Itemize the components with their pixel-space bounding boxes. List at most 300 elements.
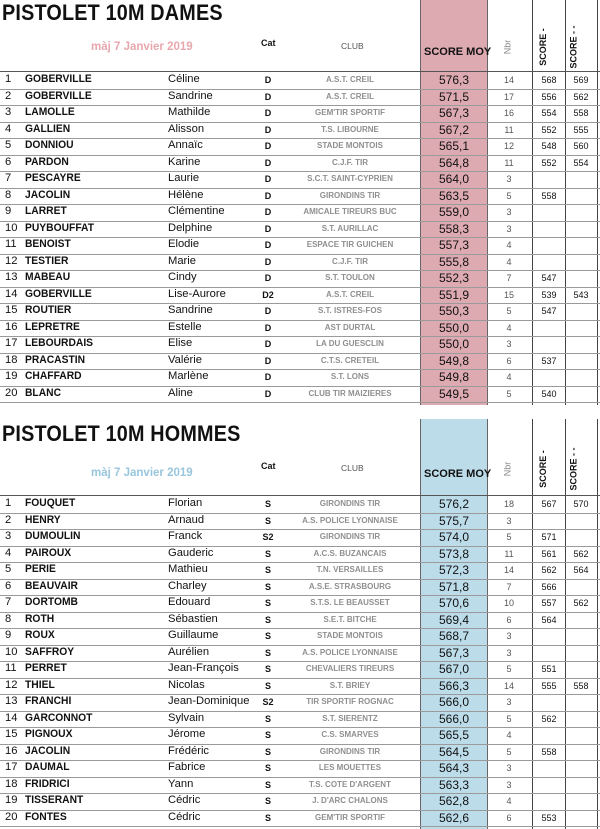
score-moy-cell: 566,0 [438,695,470,709]
last-name-cell: PRACASTIN [25,353,86,366]
score-moy-cell: 566,0 [438,711,470,726]
first-name-cell: Karine [168,155,201,168]
category-cell: S [264,763,271,773]
rank-cell: 4 [5,546,12,559]
update-date: màj 7 Janvier 2019 [91,41,193,53]
last-name-cell: LARRET [25,205,67,217]
first-name-cell: Cédric [168,794,201,806]
section-title: PISTOLET 10M HOMMES [2,421,241,446]
first-name-cell: Cindy [168,271,197,283]
score-moy-cell: 576,3 [438,73,470,87]
club-cell: S.T. BRIEY [329,680,371,690]
rank-cell: 7 [5,596,12,608]
category-cell: S [264,680,271,691]
category-cell: S [264,515,271,526]
score-moy-cell: 559,0 [438,205,470,219]
score-2-cell: 558 [573,680,589,691]
header-score-moy: SCORE MOY [424,468,492,480]
nbr-cell: 6 [506,614,512,625]
category-cell: S [264,779,271,790]
score-1-cell: 547 [541,273,557,283]
first-name-cell: Gauderic [168,546,214,559]
last-name-cell: PERRET [25,662,67,674]
table-row [0,221,600,239]
nbr-cell: 16 [503,108,514,118]
category-cell: D [264,207,272,217]
rank-cell: 2 [5,89,12,102]
table-row [0,369,600,387]
score-2-cell: 569 [573,75,589,85]
table-row [0,760,600,778]
last-name-cell: GALLIEN [25,122,71,135]
club-cell: T.N. VERSAILLES [316,565,384,574]
club-cell: S.T.S. LE BEAUSSET [310,598,390,607]
last-name-cell: LEBOURDAIS [25,337,94,349]
score-moy-cell: 555,8 [438,254,470,269]
last-name-cell: PAIROUX [25,546,72,559]
score-1-cell: 553 [541,812,557,823]
table-row [0,353,600,371]
first-name-cell: Mathilde [168,106,211,118]
rank-cell: 15 [5,728,18,740]
rank-cell: 11 [5,662,17,674]
club-cell: C.J.F. TIR [331,256,368,266]
nbr-cell: 17 [503,91,514,102]
score-1-cell: 561 [541,548,557,559]
score-moy-cell: 549,8 [438,353,470,368]
first-name-cell: Edouard [168,596,211,608]
last-name-cell: MABEAU [25,271,71,283]
category-cell: D [264,306,272,316]
rank-cell: 3 [5,530,12,542]
table-row [0,546,600,564]
rank-cell: 10 [5,645,18,658]
first-name-cell: Charley [168,579,207,592]
score-1-cell: 547 [541,306,557,316]
last-name-cell: ROUTIER [25,304,72,316]
nbr-cell: 6 [506,812,512,823]
nbr-cell: 5 [506,190,512,201]
first-name-cell: Mathieu [168,563,208,575]
score-moy-cell: 564,8 [438,155,470,170]
score-moy-cell: 557,3 [438,238,470,252]
table-row [0,386,600,404]
score-2-cell: 554 [573,157,589,168]
rank-cell: 8 [5,188,12,201]
club-cell: AST DURTAL [324,322,376,332]
rank-cell: 17 [5,337,18,349]
rank-cell: 20 [5,810,18,823]
last-name-cell: FRIDRICI [25,777,70,790]
rank-cell: 4 [5,122,12,135]
first-name-cell: Jérome [168,728,206,740]
score-moy-cell: 567,3 [438,645,470,660]
score-2-cell: 560 [573,141,589,151]
score-moy-cell: 569,4 [438,612,470,627]
score-moy-cell: 564,3 [438,761,470,775]
table-row [0,188,600,206]
club-cell: S.T. AURILLAC [321,223,379,233]
table-row [0,678,600,696]
category-cell: D [264,372,272,382]
score-moy-cell: 564,0 [438,172,470,186]
category-cell: D [264,273,272,283]
last-name-cell: DAUMAL [25,761,70,773]
nbr-cell: 4 [506,796,512,806]
table-row [0,595,600,613]
category-cell: D [264,339,272,349]
category-cell: S [264,548,271,559]
first-name-cell: Alisson [168,122,205,135]
category-cell: D2 [262,289,274,300]
category-cell: S [264,812,271,823]
score-moy-cell: 550,3 [438,304,470,318]
rank-cell: 6 [5,579,12,592]
score-2-cell: 562 [573,548,589,559]
category-cell: D [264,174,272,184]
score-2-cell: 570 [573,499,589,509]
table-row [0,237,600,255]
score-1-cell: 564 [541,614,557,625]
first-name-cell: Cédric [168,810,201,823]
nbr-cell: 3 [506,223,512,234]
last-name-cell: CHAFFARD [25,370,82,382]
last-name-cell: PUYBOUFFAT [25,221,94,234]
score-1-cell: 562 [541,565,557,575]
rank-cell: 5 [5,139,12,151]
rank-cell: 18 [5,777,18,790]
club-cell: S.T. ISTRES-FOS [317,306,382,315]
table-row [0,562,600,580]
table-row [0,320,600,338]
nbr-cell: 3 [506,515,512,526]
last-name-cell: LEPRETRE [25,320,80,333]
nbr-cell: 14 [503,565,514,575]
last-name-cell: TESTIER [25,254,69,267]
score-1-cell: 551 [541,664,557,674]
rank-cell: 19 [5,794,18,806]
section-hommes [0,419,600,829]
club-cell: A.S. POLICE LYONNAISE [302,515,398,525]
score-moy-cell: 571,8 [438,579,470,594]
first-name-cell: Franck [168,530,203,542]
last-name-cell: LAMOLLE [25,106,75,118]
score-1-cell: 556 [541,91,557,102]
last-name-cell: GOBERVILLE [25,89,92,102]
first-name-cell: Delphine [168,221,213,234]
score-moy-cell: 572,3 [438,563,470,577]
score-moy-cell: 567,0 [438,662,470,676]
score-moy-cell: 563,3 [438,777,470,792]
last-name-cell: FOUQUET [25,497,76,509]
nbr-cell: 3 [506,779,512,790]
last-name-cell: PERIE [25,563,56,575]
first-name-cell: Arnaud [168,513,205,526]
table-row [0,72,600,90]
nbr-cell: 7 [506,273,512,283]
club-cell: GIRONDINS TIR [319,532,381,541]
rank-cell: 1 [5,73,12,85]
club-cell: A.S. POLICE LYONNAISE [302,647,398,657]
last-name-cell: PARDON [25,155,69,168]
first-name-cell: Clémentine [168,205,225,217]
table-row [0,744,600,762]
last-name-cell: FRANCHI [25,695,72,707]
score-1-cell: 539 [541,289,557,300]
score-moy-cell: 567,3 [438,106,470,120]
category-cell: D [264,108,272,118]
club-cell: LA DU GUESCLIN [316,339,384,348]
nbr-cell: 3 [506,647,512,658]
first-name-cell: Valérie [168,353,202,366]
category-cell: S [264,796,271,806]
category-cell: D [264,91,272,102]
table-row [0,171,600,189]
table-row [0,529,600,547]
first-name-cell: Marie [168,254,196,267]
table-row [0,694,600,712]
rank-cell: 9 [5,205,12,217]
score-moy-cell: 567,2 [438,122,470,137]
club-cell: J. D'ARC CHALONS [312,796,388,805]
update-date: màj 7 Janvier 2019 [91,467,193,479]
score-1-cell: 537 [541,355,557,366]
score-1-cell: 555 [541,680,557,691]
header-nbr: Nbr [502,461,513,477]
table-row [0,661,600,679]
header-score-1: SCORE - [537,28,548,66]
club-cell: STADE MONTOIS [317,141,383,150]
last-name-cell: BENOIST [25,238,71,250]
table-row [0,303,600,321]
category-cell: D [264,157,272,168]
first-name-cell: Guillaume [168,629,219,641]
last-name-cell: PESCAYRE [25,172,81,184]
score-moy-cell: 552,3 [438,271,470,285]
last-name-cell: FONTES [25,810,67,823]
club-cell: GEM'TIR SPORTIF [315,812,385,822]
header-cat: Cat [261,461,276,471]
nbr-cell: 3 [506,763,512,773]
section-dames [0,0,600,410]
nbr-cell: 14 [503,680,514,691]
first-name-cell: Aurélien [168,645,210,658]
category-cell: S [264,664,271,674]
score-moy-cell: 568,7 [438,629,470,643]
table-row [0,810,600,828]
category-cell: D [264,75,272,85]
nbr-cell: 11 [504,157,514,168]
nbr-cell: 5 [506,388,512,399]
first-name-cell: Elodie [168,238,200,250]
last-name-cell: PIGNOUX [25,728,73,740]
category-cell: S [264,631,271,641]
table-row [0,204,600,222]
score-moy-cell: 575,7 [438,513,470,528]
rank-cell: 7 [5,172,12,184]
club-cell: STADE MONTOIS [317,631,383,640]
category-cell: S [264,713,271,724]
header-score-2: SCORE - - [568,447,579,491]
club-cell: A.S.T. CREIL [325,75,374,84]
table-row [0,105,600,123]
nbr-cell: 18 [503,499,514,509]
last-name-cell: DUMOULIN [25,530,81,542]
first-name-cell: Lise-Aurore [168,287,226,300]
first-name-cell: Fabrice [168,761,206,773]
table-row [0,711,600,729]
last-name-cell: GARCONNOT [25,711,93,724]
score-1-cell: 548 [541,141,557,151]
table-row [0,777,600,795]
club-cell: A.S.E. STRASBOURG [308,581,392,591]
score-1-cell: 554 [541,108,557,118]
club-cell: S.C.T. SAINT-CYPRIEN [307,174,393,183]
club-cell: C.T.S. CRETEIL [320,355,380,365]
nbr-cell: 11 [504,548,514,559]
score-2-cell: 558 [573,108,589,118]
club-cell: CHEVALIERS TIREURS [305,664,395,673]
rank-cell: 13 [5,271,18,283]
score-moy-cell: 571,5 [438,89,470,104]
nbr-cell: 5 [506,306,512,316]
table-row [0,727,600,745]
header-club: CLUB [341,463,364,473]
header-cat: Cat [261,38,276,48]
category-cell: D [264,240,272,250]
first-name-cell: Nicolas [168,678,205,691]
nbr-cell: 10 [503,598,514,608]
nbr-cell: 5 [506,746,512,757]
score-2-cell: 562 [573,91,589,102]
category-cell: S [264,746,271,757]
category-cell: D [264,388,272,399]
club-cell: C.J.F. TIR [331,157,368,167]
rank-cell: 14 [5,287,18,300]
rank-cell: 14 [5,711,18,724]
first-name-cell: Sandrine [168,304,213,316]
first-name-cell: Florian [168,497,203,509]
last-name-cell: BEAUVAIR [25,579,79,592]
last-name-cell: ROTH [25,612,55,625]
club-cell: A.S.T. CREIL [325,91,374,101]
rank-cell: 16 [5,320,18,333]
category-cell: S2 [262,697,274,707]
last-name-cell: SAFFROY [25,645,75,658]
score-moy-cell: 566,3 [438,678,470,693]
score-moy-cell: 573,8 [438,546,470,561]
first-name-cell: Jean-Dominique [168,695,250,707]
club-cell: CLUB TIR MAIZIERES [308,388,392,398]
first-name-cell: Hélène [168,188,204,201]
club-cell: T.S. LIBOURNE [321,124,379,134]
nbr-cell: 5 [506,713,512,724]
nbr-cell: 12 [503,141,514,151]
score-moy-cell: 565,5 [438,728,470,742]
rank-cell: 12 [5,254,18,267]
table-row [0,254,600,272]
score-moy-cell: 549,5 [438,386,470,401]
last-name-cell: DONNIOU [25,139,74,151]
last-name-cell: JACOLIN [25,744,71,757]
table-row [0,612,600,630]
last-name-cell: GOBERVILLE [25,287,92,300]
club-cell: LES MOUETTES [318,763,382,772]
first-name-cell: Jean-François [168,662,239,674]
club-cell: AMICALE TIREURS BUC [303,207,397,216]
category-cell: D [264,141,272,151]
score-1-cell: 571 [541,532,557,542]
club-cell: A.C.S. BUZANCAIS [313,548,387,558]
score-moy-cell: 563,5 [438,188,470,203]
score-1-cell: 552 [541,124,557,135]
nbr-cell: 4 [506,730,512,740]
first-name-cell: Sandrine [168,89,213,102]
score-1-cell: 567 [541,499,557,509]
score-2-cell: 562 [573,598,589,608]
rank-cell: 17 [5,761,18,773]
header-score-2: SCORE - - [568,25,579,69]
last-name-cell: JACOLIN [25,188,71,201]
nbr-cell: 7 [506,581,512,592]
header-club: CLUB [341,41,364,51]
score-moy-cell: 549,8 [438,370,470,384]
score-moy-cell: 570,6 [438,596,470,610]
score-1-cell: 557 [541,598,557,608]
nbr-cell: 3 [506,631,512,641]
score-1-cell: 568 [541,75,557,85]
rank-cell: 1 [5,497,12,509]
table-row [0,793,600,811]
category-cell: S [264,598,271,608]
club-cell: T.S. COTE D'ARGENT [309,779,391,789]
category-cell: S [264,647,271,658]
rank-cell: 13 [5,695,18,707]
score-1-cell: 558 [541,746,557,757]
score-moy-cell: 564,5 [438,744,470,759]
last-name-cell: BLANC [25,386,62,399]
category-cell: D [264,223,272,234]
club-cell: GEM'TIR SPORTIF [315,108,385,117]
rank-cell: 5 [5,563,12,575]
table-row [0,270,600,288]
category-cell: D [264,256,272,267]
club-cell: GIRONDINS TIR [319,746,381,756]
score-moy-cell: 550,0 [438,337,470,351]
last-name-cell: DORTOMB [25,596,78,608]
club-cell: S.T. SIERENTZ [322,713,378,723]
category-cell: D [264,124,272,135]
nbr-cell: 6 [506,355,512,366]
header-nbr: Nbr [502,39,513,55]
club-cell: GIRONDINS TIR [319,499,381,508]
rank-cell: 20 [5,386,18,399]
rank-cell: 11 [5,238,17,250]
nbr-cell: 11 [504,124,514,135]
rank-cell: 10 [5,221,18,234]
category-cell: D [264,190,272,201]
nbr-cell: 5 [506,532,512,542]
rank-cell: 2 [5,513,12,526]
category-cell: S [264,730,271,740]
nbr-cell: 3 [506,339,512,349]
rank-cell: 3 [5,106,12,118]
club-cell: A.S.T. CREIL [325,289,374,299]
first-name-cell: Céline [168,73,200,85]
table-row [0,89,600,107]
score-2-cell: 564 [573,565,589,575]
score-moy-cell: 562,6 [438,810,470,825]
